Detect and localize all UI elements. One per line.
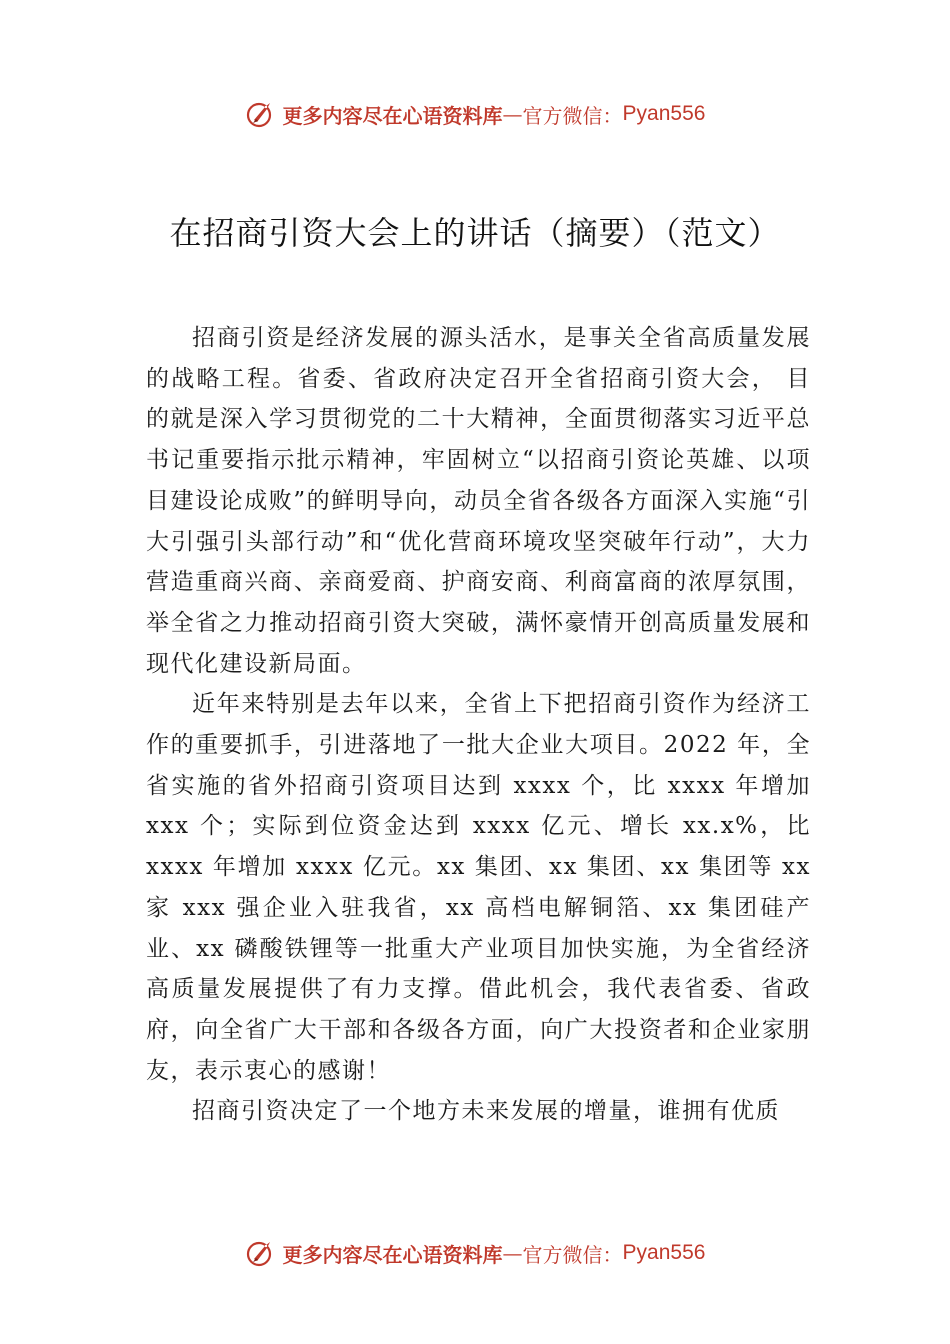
banner-slogan: 更多内容尽在心语资料库 bbox=[282, 103, 503, 128]
banner-wechat-label: 官方微信： bbox=[522, 103, 623, 128]
pen-nib-circle-icon bbox=[245, 98, 277, 130]
header-banner bbox=[0, 94, 950, 134]
banner-dash: — bbox=[502, 102, 523, 126]
footer-banner bbox=[0, 1233, 950, 1273]
banner-dash: — bbox=[502, 1241, 523, 1265]
banner-wechat-id: Pyan556 bbox=[622, 1241, 706, 1264]
document-body bbox=[146, 318, 811, 1132]
banner-wechat-label: 官方微信： bbox=[522, 1242, 623, 1267]
paragraph-3: 招商引资决定了一个地方未来发展的增量，谁拥有优质 bbox=[192, 1098, 780, 1125]
paragraph-2: 近年来特别是去年以来，全省上下把招商引资作为经济工作的重要抓手，引进落地了一批大企业大项目。2022 年，全省实施的省外招商引资项目达到 xxxx 个，比 xxxx 年增加 xxx 个；实际到位资金达到 xxxx 亿元、增长 xx.x%，比 xxxx 年增加 xxxx 亿元。xx 集团、xx 集团、xx 集团等 xx 家 xxx 强企业入驻我省，xx 高档电解铜箔、xx 集团硅产业、xx 磷酸铁锂等一批重大产业项目加快实施，为全省经济高质量发展提供了有力支撑。借此机会，我代表省委、省政府，向全省广大干部和各级各方面，向广大投资者和企业家朋友，表示衷心的感谢！ bbox=[146, 691, 811, 1084]
banner-slogan: 更多内容尽在心语资料库 bbox=[282, 1242, 503, 1267]
pen-nib-circle-icon bbox=[245, 1237, 277, 1269]
paragraph-1: 招商引资是经济发展的源头活水，是事关全省高质量发展的战略工程。省委、省政府决定召开全省招商引资大会， 目的就是深入学习贯彻党的二十大精神，全面贯彻落实习近平总书记重要指示批示精神，牢固树立“以招商引资论英雄、以项目建设论成败”的鲜明导向，动员全省各级各方面深入实施“引大引强引头部行动”和“优化营商环境攻坚突破年行动”，大力营造重商兴商、亲商爱商、护商安商、利商富商的浓厚氛围，举全省之力推动招商引资大突破，满怀豪情开创高质量发展和现代化建设新局面。 bbox=[146, 325, 811, 677]
document-title: 在招商引资大会上的讲话（摘要）（范文） bbox=[169, 214, 781, 252]
banner-wechat-id: Pyan556 bbox=[622, 102, 706, 125]
